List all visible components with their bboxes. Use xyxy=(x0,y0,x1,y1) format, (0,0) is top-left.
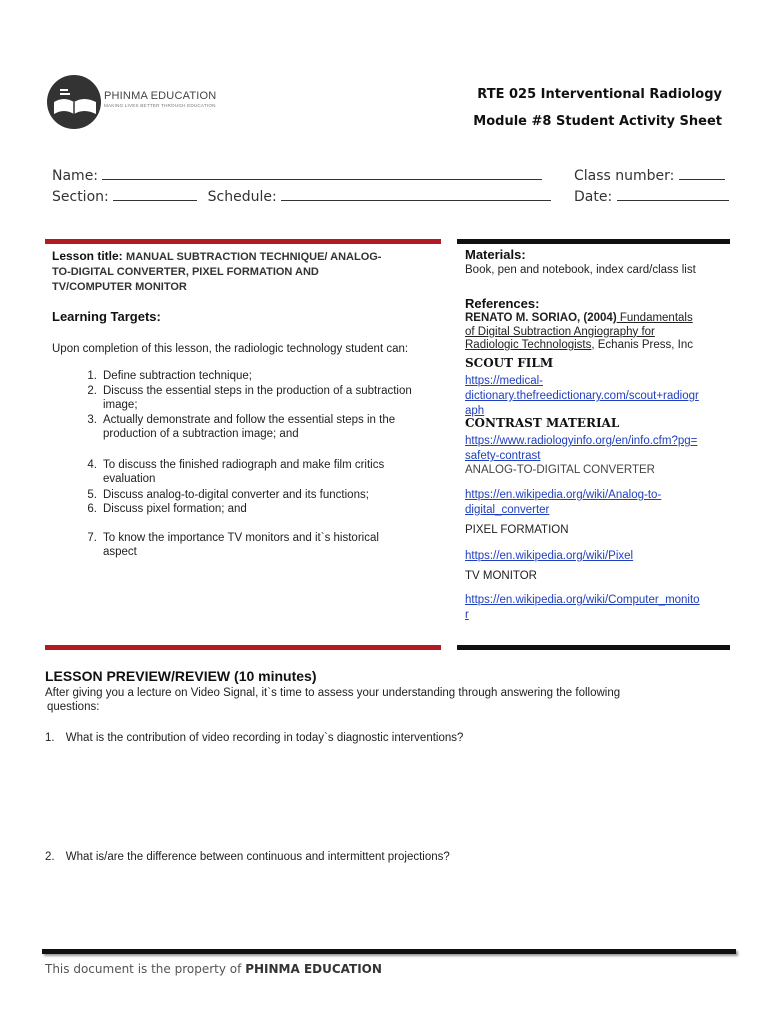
footer xyxy=(45,962,382,976)
name-field xyxy=(52,165,542,184)
question-2-text: What is/are the difference between continuous and intermittent projections? xyxy=(65,851,450,863)
right-bottom-divider xyxy=(457,645,730,650)
module-title: Module #8 Student Activity Sheet xyxy=(473,114,722,129)
reference-book xyxy=(465,312,730,353)
reference-publisher: , Echanis Press, Inc xyxy=(591,339,693,351)
lesson-preview-intro xyxy=(45,686,735,714)
schedule-line xyxy=(281,186,551,201)
left-top-divider xyxy=(45,239,441,244)
learning-target-line: image; xyxy=(103,399,138,411)
learning-target-number: 6. xyxy=(87,503,97,515)
lesson-title-line1: MANUAL SUBTRACTION TECHNIQUE/ ANALOG- xyxy=(126,251,382,263)
reference-book-title-1: Fundamentals xyxy=(616,312,693,324)
learning-target-line: To discuss the finished radiograph and make film critics xyxy=(103,459,385,471)
lesson-title-line2: TO-DIGITAL CONVERTER, PIXEL FORMATION AND xyxy=(52,266,319,278)
class-number-line xyxy=(679,165,725,180)
tv-monitor-link[interactable] xyxy=(465,592,700,622)
learning-target-line: Discuss pixel formation; and xyxy=(103,503,247,515)
learning-target-line: aspect xyxy=(103,546,137,558)
scout-film-link[interactable] xyxy=(465,373,699,418)
class-number-label: Class number: xyxy=(574,168,675,184)
contrast-material-heading: CONTRAST MATERIAL xyxy=(465,416,620,430)
adc-link[interactable] xyxy=(465,487,661,517)
name-label: Name: xyxy=(52,168,99,184)
pixel-link-text[interactable]: https://en.wikipedia.org/wiki/Pixel xyxy=(465,550,634,562)
logo-tagline: MAKING LIVES BETTER THROUGH EDUCATION xyxy=(104,103,216,108)
reference-author: RENATO M. SORIAO, (2004) xyxy=(465,312,617,324)
date-field xyxy=(574,186,729,205)
adc-link-line1[interactable]: https://en.wikipedia.org/wiki/Analog-to- xyxy=(465,489,662,501)
learning-target-line: Discuss analog-to-digital converter and its functions; xyxy=(103,489,369,501)
materials-heading: Materials: xyxy=(465,247,526,262)
learning-target-line: To know the importance TV monitors and it`s historical xyxy=(103,532,379,544)
learning-target-text xyxy=(103,413,435,441)
question-2-number: 2. xyxy=(45,851,55,863)
lesson-preview-heading: LESSON PREVIEW/REVIEW (10 minutes) xyxy=(45,668,317,684)
logo-text: PHINMA EDUCATION xyxy=(104,90,217,102)
learning-target-text xyxy=(103,531,435,559)
learning-target-number: 3. xyxy=(87,414,97,426)
left-bottom-divider xyxy=(45,645,441,650)
section-line xyxy=(113,186,197,201)
adc-link-line2[interactable]: digital_converter xyxy=(465,504,550,516)
right-top-divider xyxy=(457,239,730,244)
learning-target-number: 5. xyxy=(87,489,97,501)
learning-target-line: evaluation xyxy=(103,473,156,485)
learning-target-text xyxy=(103,369,435,383)
footer-text: This document is the property of xyxy=(45,962,242,976)
lesson-title-line3: TV/COMPUTER MONITOR xyxy=(52,281,187,293)
scout-link-line3[interactable]: aph xyxy=(465,405,485,417)
learning-target-text xyxy=(103,502,435,516)
footer-org: PHINMA EDUCATION xyxy=(245,962,382,976)
tv-link-line2[interactable]: r xyxy=(465,609,469,621)
question-1-number: 1. xyxy=(45,732,55,744)
scout-link-line1[interactable]: https://medical- xyxy=(465,375,543,387)
materials-text: Book, pen and notebook, index card/class list xyxy=(465,264,696,276)
learning-target-text xyxy=(103,458,435,486)
date-label: Date: xyxy=(574,189,613,205)
tv-monitor-heading: TV MONITOR xyxy=(465,570,537,582)
class-number-field xyxy=(574,165,725,184)
learning-target-number: 2. xyxy=(87,385,97,397)
pixel-formation-heading: PIXEL FORMATION xyxy=(465,524,569,536)
pixel-link[interactable] xyxy=(465,546,633,564)
learning-target-line: Define subtraction technique; xyxy=(103,370,252,382)
footer-divider xyxy=(42,949,736,954)
lesson-title xyxy=(52,249,442,294)
date-line xyxy=(617,186,729,201)
book-globe-icon xyxy=(46,72,106,132)
learning-target-line: Discuss the essential steps in the production of a subtraction xyxy=(103,385,412,397)
learning-target-text xyxy=(103,384,435,412)
learning-target-line: production of a subtraction image; and xyxy=(103,428,299,440)
targets-intro: Upon completion of this lesson, the radiologic technology student can: xyxy=(52,343,409,355)
adc-heading: ANALOG-TO-DIGITAL CONVERTER xyxy=(465,464,655,476)
scout-link-line2[interactable]: dictionary.thefreedictionary.com/scout+radiogr xyxy=(465,390,699,402)
learning-target-text xyxy=(103,488,435,502)
learning-target-line: Actually demonstrate and follow the essential steps in the xyxy=(103,414,396,426)
lesson-title-label: Lesson title: xyxy=(52,249,123,263)
section-label: Section: xyxy=(52,189,109,205)
reference-book-title-3: Radiologic Technologists xyxy=(465,339,592,351)
contrast-link-line1[interactable]: https://www.radiologyinfo.org/en/info.cfm?pg= xyxy=(465,435,698,447)
question-1-text: What is the contribution of video recording in today`s diagnostic interventions? xyxy=(65,732,464,744)
contrast-link[interactable] xyxy=(465,433,697,463)
section-field xyxy=(52,186,551,205)
course-title: RTE 025 Interventional Radiology xyxy=(477,87,722,102)
preview-intro-line2: questions: xyxy=(47,701,100,713)
reference-book-title-2: of Digital Subtraction Angiography for xyxy=(465,325,655,338)
question-2 xyxy=(45,850,450,864)
contrast-link-line2[interactable]: safety-contrast xyxy=(465,450,541,462)
schedule-label: Schedule: xyxy=(207,189,277,205)
learning-targets-heading: Learning Targets: xyxy=(52,309,161,324)
references-heading: References: xyxy=(465,296,540,311)
learning-target-number: 7. xyxy=(87,532,97,544)
preview-intro-line1: After giving you a lecture on Video Signal, it`s time to assess your understanding through answering the following xyxy=(45,687,621,699)
question-1 xyxy=(45,731,463,745)
learning-target-number: 4. xyxy=(87,459,97,471)
learning-target-number: 1. xyxy=(87,370,97,382)
name-line xyxy=(102,165,542,180)
scout-film-heading: SCOUT FILM xyxy=(465,356,554,370)
tv-link-line1[interactable]: https://en.wikipedia.org/wiki/Computer_monito xyxy=(465,594,700,606)
